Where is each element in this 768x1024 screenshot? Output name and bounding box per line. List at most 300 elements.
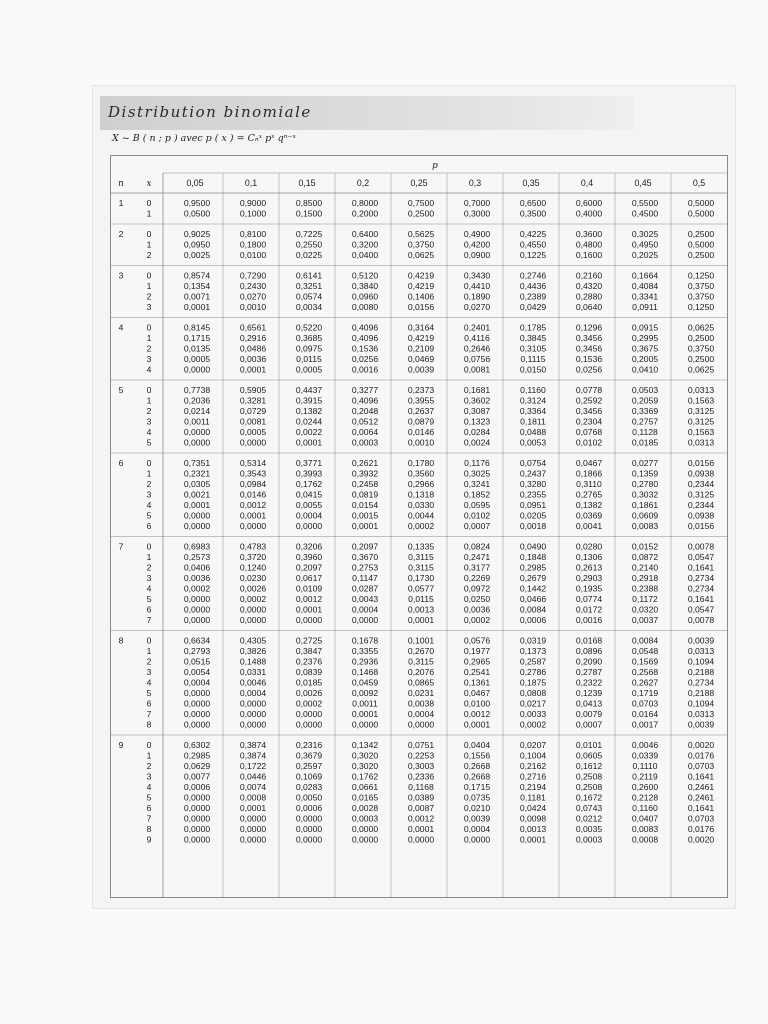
- probability-cell: 0,0043: [351, 594, 379, 604]
- probability-cell: 0,3200: [351, 239, 379, 250]
- x-value: 1: [146, 552, 152, 562]
- probability-cell: 0,3602: [463, 395, 491, 406]
- probability-cell: 0,2765: [575, 489, 603, 500]
- x-value: 8: [146, 824, 152, 834]
- probability-cell: 0,3110: [576, 479, 602, 489]
- probability-cell: 0,0389: [407, 792, 435, 803]
- probability-cell: 0,0044: [407, 510, 435, 521]
- probability-cell: 0,0330: [407, 500, 435, 510]
- probability-cell: 0,0369: [575, 510, 603, 521]
- probability-cell: 0,0004: [183, 677, 211, 688]
- probability-cell: 0,3364: [519, 406, 547, 416]
- probability-cell: 0,0000: [463, 834, 491, 845]
- probability-cell: 0,0547: [687, 604, 715, 615]
- probability-cell: 0,0007: [575, 719, 603, 730]
- probability-cell: 0,6400: [351, 229, 379, 239]
- probability-cell: 0,2668: [463, 771, 491, 782]
- probability-cell: 0,1641: [687, 771, 715, 782]
- probability-cell: 0,0413: [575, 698, 603, 709]
- probability-cell: 0,0000: [183, 364, 211, 375]
- probability-cell: 0,2336: [407, 771, 435, 782]
- probability-cell: 0,3750: [407, 239, 435, 250]
- probability-cell: 0,0000: [407, 834, 435, 845]
- probability-cell: 0,1160: [520, 385, 546, 395]
- probability-cell: 0,0071: [183, 291, 211, 302]
- probability-cell: 0,4219: [407, 333, 435, 343]
- probability-cell: 0,1468: [351, 667, 379, 677]
- probability-cell: 0,1681: [463, 385, 491, 395]
- probability-cell: 0,0001: [519, 834, 547, 845]
- x-value: 0: [146, 740, 152, 750]
- probability-cell: 0,0168: [575, 635, 603, 646]
- probability-cell: 0,0212: [575, 813, 603, 824]
- probability-cell: 0,8145: [183, 322, 211, 333]
- x-value: 9: [146, 834, 152, 845]
- probability-cell: 0,0081: [463, 364, 491, 375]
- probability-cell: 0,1730: [407, 573, 435, 583]
- probability-cell: 0,3430: [463, 270, 491, 281]
- probability-cell: 0,4320: [575, 281, 603, 291]
- probability-cell: 0,2587: [519, 656, 547, 667]
- probability-cell: 0,0036: [463, 604, 491, 615]
- probability-cell: 0,1361: [463, 677, 491, 688]
- probability-cell: 0,0404: [463, 740, 491, 750]
- probability-cell: 0,0156: [687, 458, 715, 468]
- probability-cell: 0,0000: [183, 427, 211, 437]
- probability-cell: 0,2592: [575, 395, 603, 406]
- probability-cell: 0,1785: [519, 322, 547, 333]
- probability-cell: 0,2109: [407, 343, 435, 354]
- probability-cell: 0,0001: [183, 500, 211, 510]
- probability-cell: 0,0000: [239, 521, 267, 531]
- probability-cell: 0,4096: [351, 333, 379, 343]
- probability-cell: 0,2757: [631, 416, 659, 427]
- n-value-2: 2: [118, 229, 124, 239]
- probability-cell: 0,0469: [407, 354, 435, 364]
- probability-cell: 0,1160: [632, 803, 658, 813]
- probability-cell: 0,3020: [351, 750, 379, 761]
- probability-cell: 0,0002: [295, 698, 323, 709]
- probability-cell: 0,0013: [519, 824, 547, 834]
- probability-cell: 0,0037: [631, 615, 659, 625]
- probability-cell: 0,7000: [463, 198, 491, 208]
- probability-cell: 0,2119: [632, 771, 658, 782]
- x-value: 6: [146, 803, 152, 813]
- probability-cell: 0,2936: [351, 656, 379, 667]
- probability-cell: 0,3826: [239, 646, 267, 656]
- x-value: 2: [146, 343, 152, 354]
- probability-cell: 0,2097: [351, 541, 379, 552]
- probability-cell: 0,0000: [183, 510, 211, 521]
- probability-cell: 0,0006: [519, 615, 547, 625]
- probability-cell: 0,0001: [239, 364, 267, 375]
- probability-cell: 0,0176: [687, 824, 715, 834]
- probability-cell: 0,2458: [351, 479, 379, 489]
- probability-cell: 0,3341: [631, 291, 659, 302]
- probability-cell: 0,3500: [519, 208, 547, 219]
- probability-cell: 0,0004: [295, 510, 323, 521]
- probability-cell: 0,0277: [631, 458, 659, 468]
- probability-cell: 0,1306: [575, 552, 603, 562]
- probability-cell: 0,0109: [295, 583, 323, 594]
- probability-cell: 0,2322: [575, 677, 603, 688]
- probability-cell: 0,0000: [183, 688, 211, 698]
- probability-cell: 0,0503: [631, 385, 659, 395]
- probability-cell: 0,4800: [575, 239, 603, 250]
- probability-cell: 0,0960: [351, 291, 379, 302]
- probability-cell: 0,1563: [687, 395, 715, 406]
- probability-cell: 0,0002: [239, 594, 267, 604]
- probability-cell: 0,1762: [351, 771, 379, 782]
- probability-cell: 0,9000: [239, 198, 267, 208]
- probability-cell: 0,2005: [631, 354, 659, 364]
- probability-cell: 0,3164: [407, 322, 435, 333]
- probability-cell: 0,0313: [687, 437, 715, 448]
- probability-cell: 0,1672: [575, 792, 603, 803]
- probability-cell: 0,7738: [183, 385, 211, 395]
- probability-cell: 0,0938: [687, 510, 715, 521]
- probability-cell: 0,0331: [239, 667, 267, 677]
- probability-cell: 0,0574: [295, 291, 323, 302]
- probability-cell: 0,2918: [631, 573, 659, 583]
- probability-cell: 0,0064: [351, 427, 379, 437]
- probability-cell: 0,7500: [407, 198, 435, 208]
- probability-cell: 0,4550: [519, 239, 547, 250]
- probability-cell: 0,0026: [295, 688, 323, 698]
- n-value-8: 8: [118, 635, 124, 646]
- probability-cell: 0,3874: [239, 740, 267, 750]
- probability-cell: 0,0000: [239, 437, 267, 448]
- probability-cell: 0,0001: [407, 824, 435, 834]
- probability-cell: 0,0006: [183, 782, 211, 792]
- probability-cell: 0,0244: [295, 416, 323, 427]
- probability-cell: 0,4436: [519, 281, 547, 291]
- probability-cell: 0,0012: [239, 500, 267, 510]
- probability-cell: 0,3600: [575, 229, 603, 239]
- probability-cell: 0,0879: [407, 416, 435, 427]
- probability-cell: 0,1147: [352, 573, 378, 583]
- x-value: 6: [146, 604, 152, 615]
- probability-cell: 0,2160: [575, 270, 603, 281]
- probability-cell: 0,2461: [687, 782, 715, 792]
- probability-cell: 0,4437: [295, 385, 323, 395]
- probability-cell: 0,4219: [407, 281, 435, 291]
- probability-cell: 0,3125: [687, 406, 715, 416]
- probability-cell: 0,0500: [183, 208, 211, 219]
- probability-cell: 0,3115: [408, 656, 434, 667]
- x-value: 4: [146, 677, 152, 688]
- probability-cell: 0,0001: [295, 437, 323, 448]
- probability-cell: 0,1004: [519, 750, 547, 761]
- p-header-3: 0,2: [356, 178, 370, 188]
- probability-cell: 0,0005: [239, 427, 267, 437]
- probability-cell: 0,0039: [687, 719, 715, 730]
- probability-cell: 0,3241: [463, 479, 491, 489]
- x-value: 6: [146, 698, 152, 709]
- probability-cell: 0,3369: [631, 406, 659, 416]
- probability-cell: 0,2508: [575, 771, 603, 782]
- probability-cell: 0,0012: [463, 709, 491, 719]
- probability-cell: 0,1488: [239, 656, 267, 667]
- probability-cell: 0,0001: [463, 719, 491, 730]
- probability-cell: 0,0000: [295, 521, 323, 531]
- probability-cell: 0,5314: [239, 458, 267, 468]
- x-value: 0: [146, 635, 152, 646]
- probability-cell: 0,0074: [239, 782, 267, 792]
- probability-cell: 0,1536: [351, 343, 379, 354]
- probability-cell: 0,0625: [687, 364, 715, 375]
- probability-cell: 0,2679: [519, 573, 547, 583]
- probability-cell: 0,0100: [239, 250, 267, 260]
- probability-cell: 0,0000: [351, 834, 379, 845]
- probability-cell: 0,0915: [631, 322, 659, 333]
- probability-cell: 0,0003: [351, 437, 379, 448]
- probability-cell: 0,1641: [687, 594, 715, 604]
- probability-cell: 0,0000: [183, 604, 211, 615]
- x-value: 4: [146, 782, 152, 792]
- probability-cell: 0,0547: [687, 552, 715, 562]
- probability-cell: 0,0406: [183, 562, 211, 573]
- probability-cell: 0,0011: [352, 698, 378, 709]
- probability-cell: 0,1406: [407, 291, 435, 302]
- probability-cell: 0,3750: [687, 343, 715, 354]
- x-value: 1: [146, 281, 152, 291]
- probability-cell: 0,1848: [519, 552, 547, 562]
- p-header-8: 0,45: [634, 178, 652, 188]
- probability-cell: 0,1239: [575, 688, 603, 698]
- probability-cell: 0,0004: [463, 824, 491, 834]
- probability-cell: 0,0000: [295, 709, 323, 719]
- probability-cell: 0,0424: [519, 803, 547, 813]
- probability-cell: 0,0515: [183, 656, 211, 667]
- probability-cell: 0,0036: [239, 354, 267, 364]
- probability-cell: 0,0735: [463, 792, 491, 803]
- probability-cell: 0,0001: [295, 604, 323, 615]
- x-value: 7: [146, 813, 152, 824]
- probability-cell: 0,0609: [631, 510, 659, 521]
- probability-cell: 0,0115: [408, 594, 434, 604]
- probability-cell: 0,3840: [351, 281, 379, 291]
- n-value-4: 4: [118, 322, 124, 333]
- probability-cell: 0,0011: [184, 416, 210, 427]
- probability-cell: 0,0617: [295, 573, 323, 583]
- probability-cell: 0,0661: [351, 782, 379, 792]
- probability-cell: 0,1342: [351, 740, 379, 750]
- x-value: 6: [146, 521, 152, 531]
- probability-cell: 0,1168: [408, 782, 434, 792]
- probability-cell: 0,6561: [239, 322, 267, 333]
- probability-cell: 0,1762: [295, 479, 323, 489]
- probability-cell: 0,0466: [519, 594, 547, 604]
- probability-cell: 0,0313: [687, 646, 715, 656]
- x-column-label: x: [146, 179, 152, 189]
- probability-cell: 0,3456: [575, 343, 603, 354]
- probability-cell: 0,0001: [407, 615, 435, 625]
- x-value: 4: [146, 427, 152, 437]
- probability-cell: 0,2321: [183, 468, 211, 479]
- probability-cell: 0,0003: [575, 834, 603, 845]
- probability-cell: 0,4500: [631, 208, 659, 219]
- x-value: 7: [146, 615, 152, 625]
- probability-cell: 0,6500: [519, 198, 547, 208]
- probability-cell: 0,1536: [575, 354, 603, 364]
- probability-cell: 0,0036: [183, 573, 211, 583]
- x-value: 7: [146, 709, 152, 719]
- probability-cell: 0,0026: [239, 583, 267, 594]
- probability-cell: 0,0490: [519, 541, 547, 552]
- probability-cell: 0,0000: [351, 615, 379, 625]
- probability-cell: 0,2188: [687, 688, 715, 698]
- probability-cell: 0,4000: [575, 208, 603, 219]
- probability-cell: 0,0625: [687, 322, 715, 333]
- probability-cell: 0,4900: [463, 229, 491, 239]
- probability-cell: 0,3955: [407, 395, 435, 406]
- x-value: 3: [146, 573, 152, 583]
- probability-cell: 0,0000: [239, 834, 267, 845]
- probability-cell: 0,3281: [239, 395, 267, 406]
- x-value: 2: [146, 562, 152, 573]
- probability-cell: 0,9500: [183, 198, 211, 208]
- probability-cell: 0,3874: [239, 750, 267, 761]
- probability-cell: 0,1664: [631, 270, 659, 281]
- probability-cell: 0,2025: [631, 250, 659, 260]
- probability-cell: 0,2000: [351, 208, 379, 219]
- probability-cell: 0,0000: [183, 824, 211, 834]
- probability-cell: 0,0000: [295, 824, 323, 834]
- probability-cell: 0,6634: [183, 635, 211, 646]
- probability-cell: 0,0002: [519, 719, 547, 730]
- probability-cell: 0,1442: [519, 583, 547, 594]
- probability-cell: 0,7225: [295, 229, 323, 239]
- probability-cell: 0,1181: [520, 792, 546, 803]
- probability-cell: 0,0819: [351, 489, 379, 500]
- probability-cell: 0,1935: [575, 583, 603, 594]
- p-header-5: 0,3: [468, 178, 482, 188]
- probability-cell: 0,2995: [631, 333, 659, 343]
- x-value: 3: [146, 416, 152, 427]
- probability-cell: 0,3115: [408, 552, 434, 562]
- probability-cell: 0,0004: [239, 688, 267, 698]
- x-value: 1: [146, 468, 152, 479]
- x-value: 0: [146, 322, 152, 333]
- probability-cell: 0,0001: [351, 521, 379, 531]
- probability-cell: 0,0625: [407, 250, 435, 260]
- probability-cell: 0,3685: [295, 333, 323, 343]
- probability-cell: 0,0135: [183, 343, 211, 354]
- probability-cell: 0,0012: [407, 813, 435, 824]
- x-value: 2: [146, 291, 152, 302]
- probability-cell: 0,0039: [407, 364, 435, 375]
- probability-cell: 0,2304: [575, 416, 603, 427]
- x-value: 2: [146, 479, 152, 489]
- probability-cell: 0,1000: [239, 208, 267, 219]
- probability-cell: 0,0287: [351, 583, 379, 594]
- probability-cell: 0,0020: [687, 834, 715, 845]
- probability-cell: 0,3251: [295, 281, 323, 291]
- probability-cell: 0,0000: [183, 803, 211, 813]
- probability-cell: 0,2597: [295, 761, 323, 771]
- probability-cell: 0,0007: [463, 521, 491, 531]
- probability-cell: 0,0165: [351, 792, 379, 803]
- probability-cell: 0,0577: [407, 583, 435, 594]
- probability-cell: 0,0000: [295, 834, 323, 845]
- probability-cell: 0,1678: [351, 635, 379, 646]
- x-value: 1: [146, 646, 152, 656]
- probability-cell: 0,6000: [575, 198, 603, 208]
- probability-cell: 0,0006: [295, 803, 323, 813]
- x-value: 3: [146, 667, 152, 677]
- probability-cell: 0,3125: [687, 416, 715, 427]
- probability-cell: 0,0808: [519, 688, 547, 698]
- probability-cell: 0,0950: [183, 239, 211, 250]
- probability-cell: 0,3177: [463, 562, 491, 573]
- x-value: 4: [146, 364, 152, 375]
- probability-cell: 0,2985: [183, 750, 211, 761]
- probability-cell: 0,5905: [239, 385, 267, 395]
- n-value-7: 7: [118, 541, 124, 552]
- probability-cell: 0,5000: [687, 239, 715, 250]
- probability-cell: 0,0002: [183, 583, 211, 594]
- probability-cell: 0,2188: [687, 667, 715, 677]
- probability-cell: 0,3993: [295, 468, 323, 479]
- probability-cell: 0,2048: [351, 406, 379, 416]
- probability-cell: 0,0078: [687, 615, 715, 625]
- probability-cell: 0,0911: [632, 302, 658, 312]
- probability-cell: 0,0415: [295, 489, 323, 500]
- probability-cell: 0,2090: [575, 656, 603, 667]
- probability-cell: 0,0284: [463, 427, 491, 437]
- probability-cell: 0,0429: [519, 302, 547, 312]
- probability-cell: 0,3675: [631, 343, 659, 354]
- probability-cell: 0,0548: [631, 646, 659, 656]
- probability-cell: 0,3105: [519, 343, 547, 354]
- probability-cell: 0,0407: [631, 813, 659, 824]
- probability-cell: 0,0001: [351, 709, 379, 719]
- probability-cell: 0,0283: [295, 782, 323, 792]
- probability-cell: 0,0280: [575, 541, 603, 552]
- probability-cell: 0,4096: [351, 322, 379, 333]
- x-value: 5: [146, 688, 152, 698]
- probability-cell: 0,0872: [631, 552, 659, 562]
- probability-cell: 0,0084: [519, 604, 547, 615]
- probability-cell: 0,2344: [687, 500, 715, 510]
- probability-cell: 0,2637: [407, 406, 435, 416]
- probability-cell: 0,0005: [183, 354, 211, 364]
- probability-cell: 0,1500: [295, 208, 323, 219]
- probability-cell: 0,2036: [183, 395, 211, 406]
- probability-cell: 0,0207: [519, 740, 547, 750]
- probability-cell: 0,2903: [575, 573, 603, 583]
- probability-cell: 0,3847: [295, 646, 323, 656]
- probability-cell: 0,0001: [183, 302, 211, 312]
- probability-cell: 0,0640: [575, 302, 603, 312]
- probability-cell: 0,0313: [687, 385, 715, 395]
- x-value: 2: [146, 250, 152, 260]
- probability-cell: 0,0033: [519, 709, 547, 719]
- probability-cell: 0,0046: [631, 740, 659, 750]
- probability-cell: 0,2621: [351, 458, 379, 468]
- probability-cell: 0,5625: [407, 229, 435, 239]
- n-column-label: n: [118, 179, 124, 189]
- probability-cell: 0,5120: [351, 270, 379, 281]
- probability-cell: 0,0039: [463, 813, 491, 824]
- probability-cell: 0,0256: [575, 364, 603, 375]
- probability-cell: 0,1110: [632, 761, 658, 771]
- x-value: 5: [146, 437, 152, 448]
- probability-cell: 0,0319: [519, 635, 547, 646]
- probability-cell: 0,0164: [631, 709, 659, 719]
- probability-cell: 0,0000: [183, 698, 211, 709]
